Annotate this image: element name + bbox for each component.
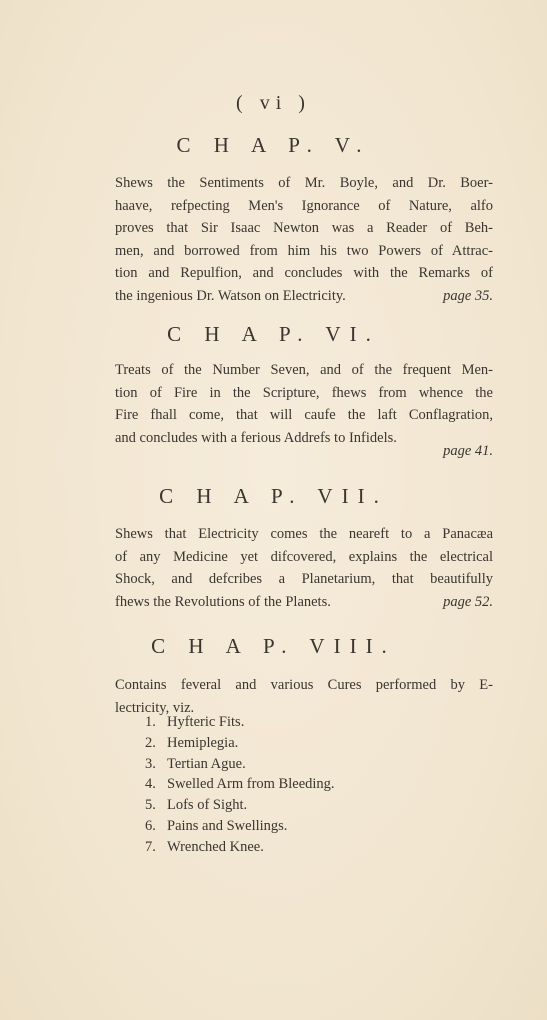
item-number: 5. — [145, 797, 156, 814]
list-item — [145, 795, 335, 816]
chapter-5-summary — [115, 172, 493, 307]
text-line — [115, 285, 493, 308]
text-line: Contains feveral and various Cures performed by E- — [115, 677, 493, 693]
item-text: Lofs of Sight. — [167, 797, 248, 814]
text-line: lectricity, viz. — [115, 699, 195, 716]
text-line: haave, refpecting Men's Ignorance of Nature, alfo — [115, 197, 493, 214]
text-line: Fire fhall come, that will caufe the laft Conflagration, — [115, 407, 493, 423]
item-text: Tertian Ague. — [167, 755, 246, 772]
item-number: 6. — [145, 817, 156, 834]
item-text: Hyfteric Fits. — [167, 714, 245, 730]
page-reference: page 52. — [443, 593, 493, 610]
text-line: Treats of the Number Seven, and of the frequent Men- — [115, 362, 493, 378]
list-item — [145, 837, 335, 858]
item-text: Swelled Arm from Bleeding. — [167, 776, 335, 793]
list-item — [145, 816, 335, 837]
chapter-7-heading: C H A P. VII. — [159, 484, 388, 508]
text-line: Shews the Sentiments of Mr. Boyle, and Dr. Boer- — [115, 175, 493, 191]
text-line — [115, 591, 493, 614]
page-reference: page 35. — [443, 287, 493, 304]
item-number: 2. — [145, 734, 156, 751]
item-number: 7. — [145, 838, 156, 855]
item-number: 1. — [145, 714, 156, 730]
item-text: Pains and Swellings. — [167, 817, 288, 834]
list-item — [145, 712, 335, 733]
list-item — [145, 754, 335, 775]
text-line: Shews that Electricity comes the neareft to a Panacæa — [115, 526, 493, 542]
text-line: proves that Sir Isaac Newton was a Reader of Beh- — [115, 220, 493, 236]
item-text: Hemiplegia. — [167, 734, 239, 751]
item-number: 3. — [145, 755, 156, 772]
chapter-6-heading: C H A P. VI. — [167, 322, 380, 346]
item-number: 4. — [145, 776, 156, 793]
text-line-content: fhews the Revolutions of the Planets. — [115, 593, 331, 610]
text-line: men, and borrowed from him his two Powers of Attrac- — [115, 242, 493, 259]
text-line: of any Medicine yet difcovered, explains the electrical — [115, 548, 493, 565]
chapter-8-heading: C H A P. VIII. — [151, 634, 396, 658]
text-line: tion of Fire in the Scripture, fhews from whence the — [115, 384, 493, 401]
text-line: Shock, and defcribes a Planetarium, that beautifully — [115, 571, 493, 587]
text-line-content: the ingenious Dr. Watson on Electricity. — [115, 287, 346, 304]
chapter-5-heading: C H A P. V. — [176, 133, 371, 157]
chapter-7-summary — [115, 523, 493, 613]
cures-list — [145, 712, 335, 858]
page-reference: page 41. — [443, 443, 493, 459]
text-line: tion and Repulfion, and concludes with the Remarks of — [115, 265, 493, 281]
page-number: ( vi ) — [236, 92, 311, 114]
text-line: and concludes with a ferious Addrefs to Infidels. — [115, 429, 397, 446]
chapter-6-summary — [115, 359, 493, 449]
list-item — [145, 733, 335, 754]
list-item — [145, 774, 335, 795]
item-text: Wrenched Knee. — [167, 838, 264, 855]
